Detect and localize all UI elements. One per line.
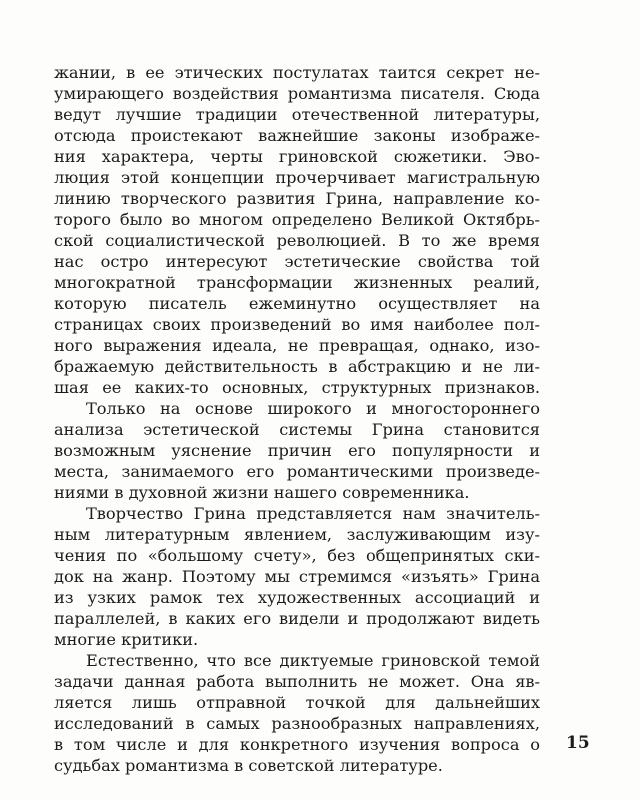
text-line: жании, в ее этических постулатах таится секрет не- xyxy=(54,63,540,82)
page-number: 15 xyxy=(566,733,590,753)
text-line: умирающего воздействия романтизма писателя. Сюда xyxy=(54,84,540,103)
text-line: док на жанр. Поэтому мы стремимся «изъять» Грина xyxy=(54,567,540,586)
body-text xyxy=(54,62,540,776)
text-line: Творчество Грина представляется нам значитель- xyxy=(86,504,540,523)
text-line: ведут лучшие традиции отечественной литературы, xyxy=(54,105,540,124)
text-line: которую писатель ежеминутно осуществляет на xyxy=(54,294,540,313)
text-line: страницах своих произведений во имя наиболее пол- xyxy=(54,315,540,334)
text-line: ного выражения идеала, не превращая, однако, изо- xyxy=(54,336,540,355)
text-line: торого было во многом определено Великой Октябрь- xyxy=(54,210,540,229)
text-line: многократной трансформации жизненных реалий, xyxy=(54,273,540,292)
paragraph-1 xyxy=(54,62,540,398)
paragraph-2 xyxy=(54,398,540,503)
text-line: судьбах романтизма в советской литературе. xyxy=(54,756,443,775)
text-line: ской социалистической революцией. В то же время xyxy=(54,231,540,250)
text-line: Естественно, что все диктуемые гриновской темой xyxy=(86,651,540,670)
text-line: ния характера, черты гриновской сюжетики. Эво- xyxy=(54,147,540,166)
text-line: возможным уяснение причин его популярности и xyxy=(54,441,540,460)
text-line: Только на основе широкого и многостороннего xyxy=(86,399,540,418)
text-line: линию творческого развития Грина, направление ко- xyxy=(54,189,540,208)
paragraph-3 xyxy=(54,503,540,650)
text-line: анализа эстетической системы Грина становится xyxy=(54,420,540,439)
text-line: ниями в духовной жизни нашего современника. xyxy=(54,483,470,502)
text-line: исследований в самых разнообразных направлениях, xyxy=(54,714,540,733)
text-line: параллелей, в каких его видели и продолжают видеть xyxy=(54,609,540,628)
text-line: отсюда проистекают важнейшие законы изображе- xyxy=(54,126,540,145)
text-line: нас остро интересуют эстетические свойства той xyxy=(54,252,540,271)
text-line: шая ее каких-то основных, структурных признаков. xyxy=(54,378,540,397)
text-line: ным литературным явлением, заслуживающим изу- xyxy=(54,525,540,544)
text-line: чения по «большому счету», без общепринятых ски- xyxy=(54,546,540,565)
text-line: в том числе и для конкретного изучения вопроса о xyxy=(54,735,540,754)
text-line: задачи данная работа выполнить не может. Она яв- xyxy=(54,672,540,691)
text-line: бражаемую действительность в абстракцию и не ли- xyxy=(54,357,540,376)
text-line: места, занимаемого его романтическими произведе- xyxy=(54,462,540,481)
text-line: многие критики. xyxy=(54,630,199,649)
paragraph-4 xyxy=(54,650,540,776)
text-line: из узких рамок тех художественных ассоциаций и xyxy=(54,588,540,607)
text-line: люция этой концепции прочерчивает магистральную xyxy=(54,168,540,187)
text-line: ляется лишь отправной точкой для дальнейших xyxy=(54,693,540,712)
